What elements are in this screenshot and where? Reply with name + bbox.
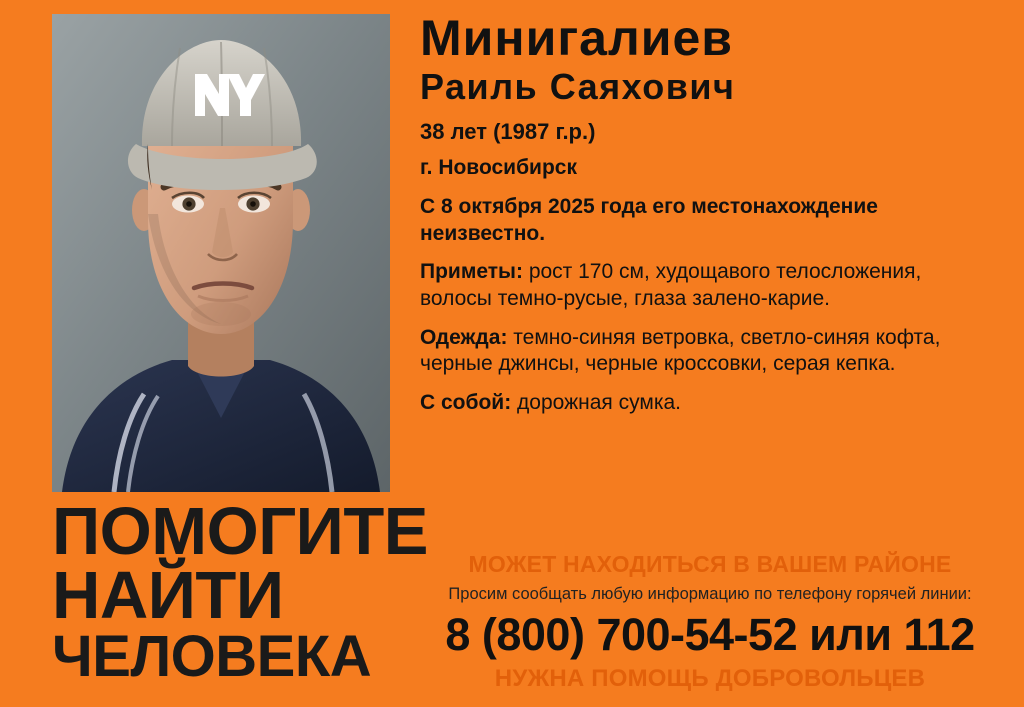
missing-since-text: С 8 октября 2025 года его местонахождение неизвестно.: [420, 194, 878, 245]
person-age: 38 лет (1987 г.р.): [420, 119, 596, 145]
help-banner: [52, 494, 428, 689]
hotline-phone-number[interactable]: 8 (800) 700-54-52 или 112: [445, 609, 975, 660]
belongings-text: дорожная сумка.: [511, 390, 682, 414]
belongings-label: С собой:: [420, 390, 512, 414]
help-line-1: ПОМОГИТЕ: [52, 494, 428, 569]
layout-spacer: [420, 417, 1000, 551]
clothing-paragraph: [420, 325, 985, 378]
appearance-paragraph: [420, 259, 985, 312]
person-last-name: Минигалиев: [420, 10, 734, 66]
missing-person-photo: [52, 14, 390, 492]
appearance-label: Приметы:: [420, 260, 523, 284]
clothing-text: темно-синяя ветровка, светло-синяя кофта, черные джинсы, черные кроссовки, серая кепка.: [420, 325, 941, 376]
clothing-label: Одежда:: [420, 325, 508, 349]
poster-right-column: [390, 0, 1024, 707]
please-report-text: Просим сообщать любую информацию по телефону горячей линии:: [448, 585, 972, 604]
help-line-2: НАЙТИ: [52, 558, 284, 634]
belongings-paragraph: [420, 390, 985, 417]
contact-block: [420, 551, 1000, 707]
help-line-3: ЧЕЛОВЕКА: [52, 623, 372, 689]
volunteers-needed-text: НУЖНА ПОМОЩЬ ДОБРОВОЛЬЦЕВ: [494, 665, 926, 692]
appearance-text: рост 170 см, худощавого телосложения, волосы темно-русые, глаза залено-карие.: [420, 260, 922, 310]
person-first-patronymic: Раиль Саяхович: [420, 65, 736, 107]
may-be-nearby-text: МОЖЕТ НАХОДИТЬСЯ В ВАШЕМ РАЙОНЕ: [468, 550, 952, 577]
person-city: г. Новосибирск: [420, 156, 577, 180]
photo-illustration: [52, 14, 390, 492]
poster-left-column: [0, 0, 428, 707]
